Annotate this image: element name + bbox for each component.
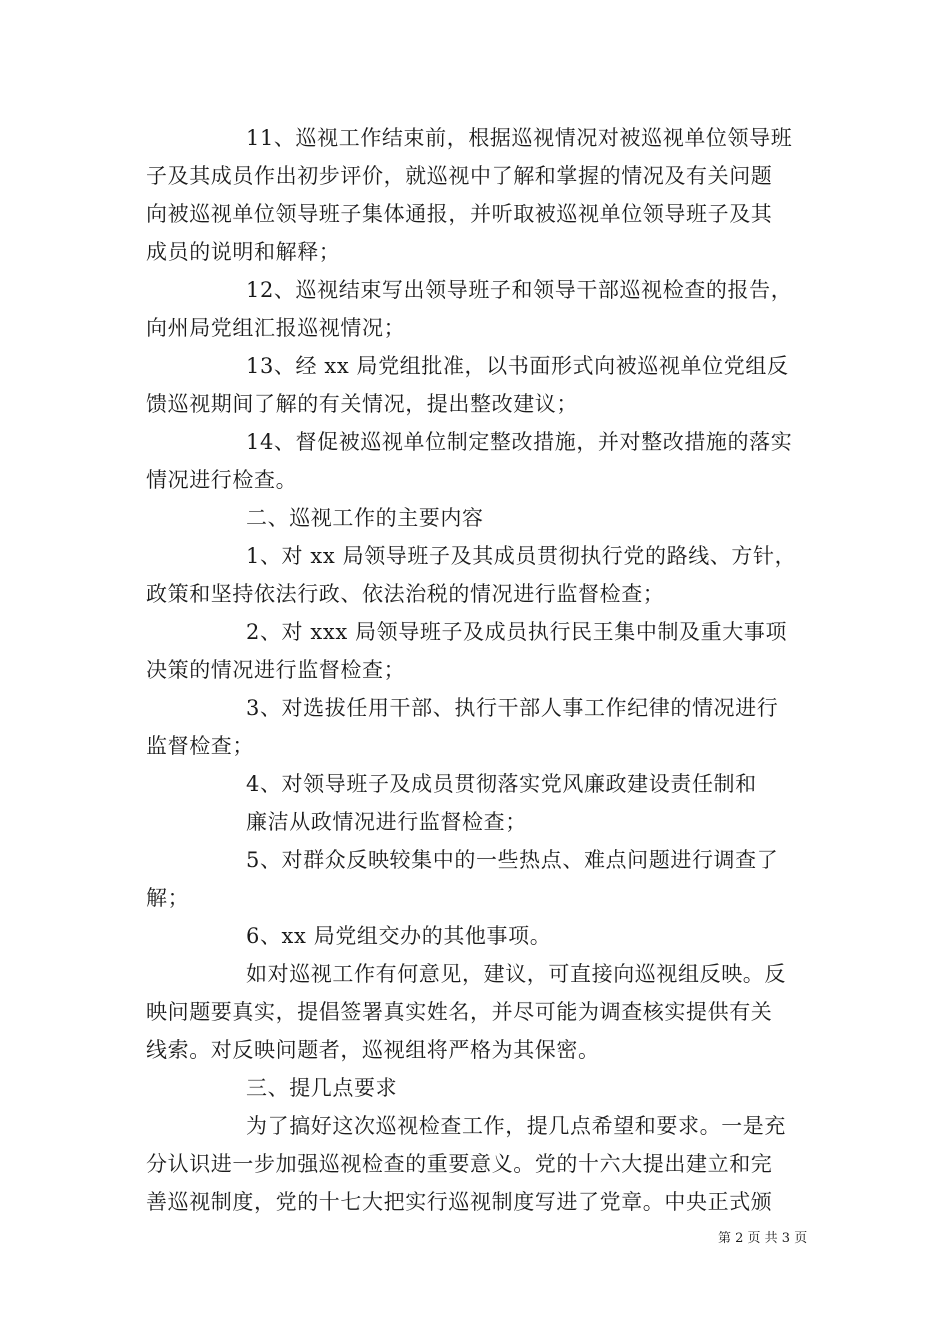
text-line: 决策的情况进行监督检查；	[146, 658, 406, 682]
text-line: 馈巡视期间了解的有关情况，提出整改建议；	[146, 392, 578, 416]
text-line: 3、对选拔任用干部、执行干部人事工作纪律的情况进行	[246, 696, 779, 720]
text-line: 1、对 xx 局领导班子及其成员贯彻执行党的路线、方针，	[246, 544, 797, 568]
text-line: 线索。对反映问题者，巡视组将严格为其保密。	[146, 1038, 600, 1062]
text-line: 情况进行检查。	[146, 468, 298, 492]
text-line: 子及其成员作出初步评价，就巡视中了解和掌握的情况及有关问题	[146, 164, 773, 188]
text-line: 12、巡视结束写出领导班子和领导干部巡视检查的报告，	[246, 278, 793, 302]
text-line: 向被巡视单位领导班子集体通报，并听取被巡视单位领导班子及其	[146, 202, 773, 226]
text-line: 向州局党组汇报巡视情况；	[146, 316, 406, 340]
section-heading: 三、提几点要求	[246, 1076, 398, 1100]
text-line: 如对巡视工作有何意见，建议，可直接向巡视组反映。反	[246, 962, 786, 986]
text-line: 成员的说明和解释；	[146, 240, 341, 264]
text-line: 廉洁从政情况进行监督检查；	[246, 810, 527, 834]
text-line: 分认识进一步加强巡视检查的重要意义。党的十六大提出建立和完	[146, 1152, 773, 1176]
text-line: 2、对 xxx 局领导班子及成员执行民王集中制及重大事项	[246, 620, 788, 644]
text-line: 监督检查；	[146, 734, 254, 758]
text-line: 6、xx 局党组交办的其他事项。	[246, 924, 552, 948]
section-heading: 二、巡视工作的主要内容	[246, 506, 484, 530]
text-line: 为了搞好这次巡视检查工作，提几点希望和要求。一是充	[246, 1114, 786, 1138]
text-line: 5、对群众反映较集中的一些热点、难点问题进行调查了	[246, 848, 779, 872]
text-line: 14、督促被巡视单位制定整改措施，并对整改措施的落实	[246, 430, 793, 454]
text-line: 解；	[146, 886, 190, 910]
text-line: 善巡视制度，党的十七大把实行巡视制度写进了党章。中央正式颁	[146, 1190, 773, 1214]
text-line: 政策和坚持依法行政、依法治税的情况进行监督检查；	[146, 582, 665, 606]
text-line: 映问题要真实，提倡签署真实姓名，并尽可能为调查核实提供有关	[146, 1000, 773, 1024]
text-line: 11、巡视工作结束前，根据巡视情况对被巡视单位领导班	[246, 126, 793, 150]
page-number: 第 2 页 共 3 页	[718, 1231, 808, 1246]
text-line: 4、对领导班子及成员贯彻落实党风廉政建设责任制和	[246, 772, 757, 796]
text-line: 13、经 xx 局党组批准，以书面形式向被巡视单位党组反	[246, 354, 789, 378]
